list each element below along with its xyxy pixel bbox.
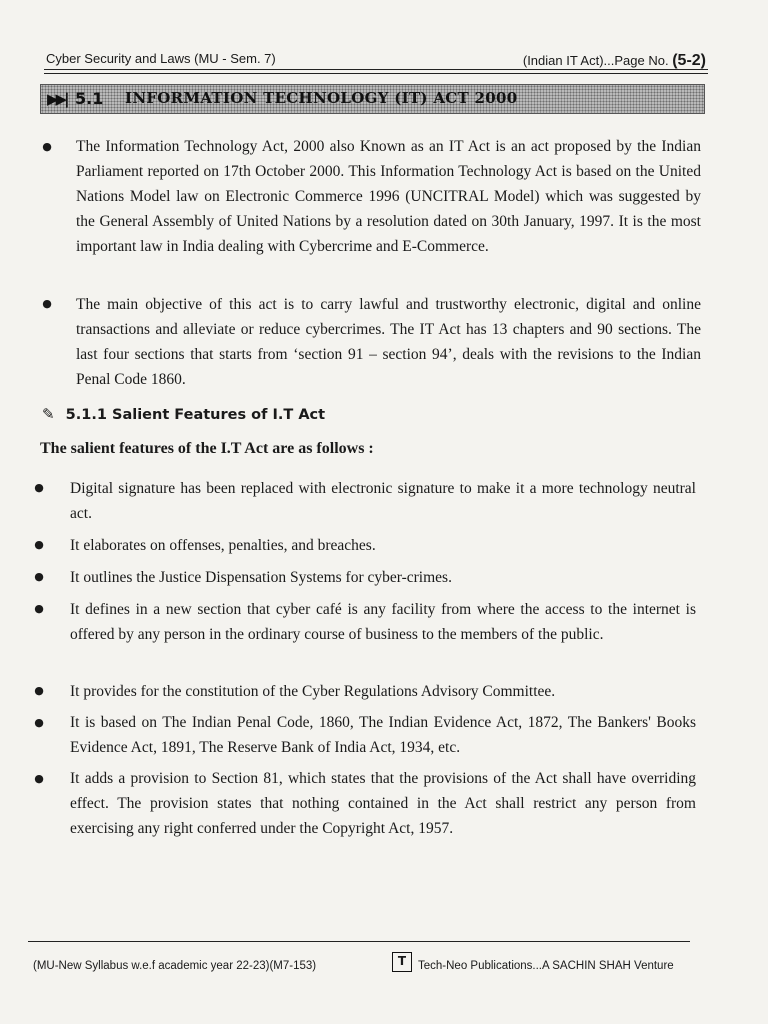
feature-item: It outlines the Justice Dispensation Systems for cyber-crimes. xyxy=(70,569,452,586)
subsection-number: 5.1.1 xyxy=(65,407,107,423)
fast-forward-icon: ▶▶| xyxy=(47,90,67,108)
features-lead: The salient features of the I.T Act are as follows : xyxy=(40,440,374,457)
subsection-heading xyxy=(42,405,325,423)
page-number: (5-2) xyxy=(672,52,706,69)
bullet-icon: ● xyxy=(34,772,44,785)
section-title: INFORMATION TECHNOLOGY (IT) ACT 2000 xyxy=(125,89,518,107)
bullet-icon: ● xyxy=(34,570,44,583)
feature-item: It is based on The Indian Penal Code, 1860, The Indian Evidence Act, 1872, The Bankers' Books Evidence Act, 1891, The Reserve Bank of India Act, 1934, etc. xyxy=(70,714,696,756)
bullet-icon: ● xyxy=(42,140,52,153)
bullet-icon: ● xyxy=(34,684,44,697)
header-rule xyxy=(44,69,708,70)
bullet-icon: ● xyxy=(42,297,52,310)
feature-item: It elaborates on offenses, penalties, and breaches. xyxy=(70,537,376,554)
bullet-icon: ● xyxy=(34,538,44,551)
feature-item: It defines in a new section that cyber café is any facility from where the access to the internet is offered by any person in the ordinary course of business to the members of the public. xyxy=(70,601,696,643)
bullet-icon: ● xyxy=(34,602,44,615)
feature-item: Digital signature has been replaced with electronic signature to make it a more technology neutral act. xyxy=(70,480,696,522)
publisher-logo-icon: T xyxy=(392,952,412,972)
feature-item: It provides for the constitution of the Cyber Regulations Advisory Committee. xyxy=(70,683,556,700)
running-header-page xyxy=(523,52,706,70)
bullet-icon: ● xyxy=(34,716,44,729)
section-number: 5.1 xyxy=(75,89,104,108)
bullet-icon: ● xyxy=(34,481,44,494)
footer-rule xyxy=(28,941,690,942)
feature-item: It adds a provision to Section 81, which states that the provisions of the Act shall have overriding effect. The provision states that nothing contained in the Act shall restrict any person from exercising any right conferred under the Copyright Act, 1957. xyxy=(70,770,696,837)
header-chapter-label: (Indian IT Act)...Page No. xyxy=(522,53,669,68)
section-banner xyxy=(40,84,705,114)
header-rule-secondary xyxy=(44,73,708,74)
running-header-title: Cyber Security and Laws (MU - Sem. 7) xyxy=(46,51,276,66)
footer-syllabus: (MU-New Syllabus w.e.f academic year 22-23)(M7-153) xyxy=(33,960,317,972)
footer-publisher: Tech-Neo Publications...A SACHIN SHAH Venture xyxy=(418,960,674,972)
pencil-hand-icon: ✎ xyxy=(42,405,55,423)
subsection-title: Salient Features of I.T Act xyxy=(112,407,326,423)
intro-paragraph-1: The Information Technology Act, 2000 also Known as an IT Act is an act proposed by the Indian Parliament reported on 17th October 2000. This Information Technology Act is based on the United Nations Model law on Electronic Commerce 1996 (UNCITRAL Model) which was suggested by the General Assembly of United Nations by a resolution dated on 30th January, 1997. It is the most important law in India dealing with Cybercrime and E-Commerce. xyxy=(76,138,701,255)
intro-paragraph-2: The main objective of this act is to carry lawful and trustworthy electronic, digital and online transactions and alleviate or reduce cybercrimes. The IT Act has 13 chapters and 90 sections. The last four sections that starts from ‘section 91 – section 94’, deals with the revisions to the Indian Penal Code 1860. xyxy=(76,296,701,388)
